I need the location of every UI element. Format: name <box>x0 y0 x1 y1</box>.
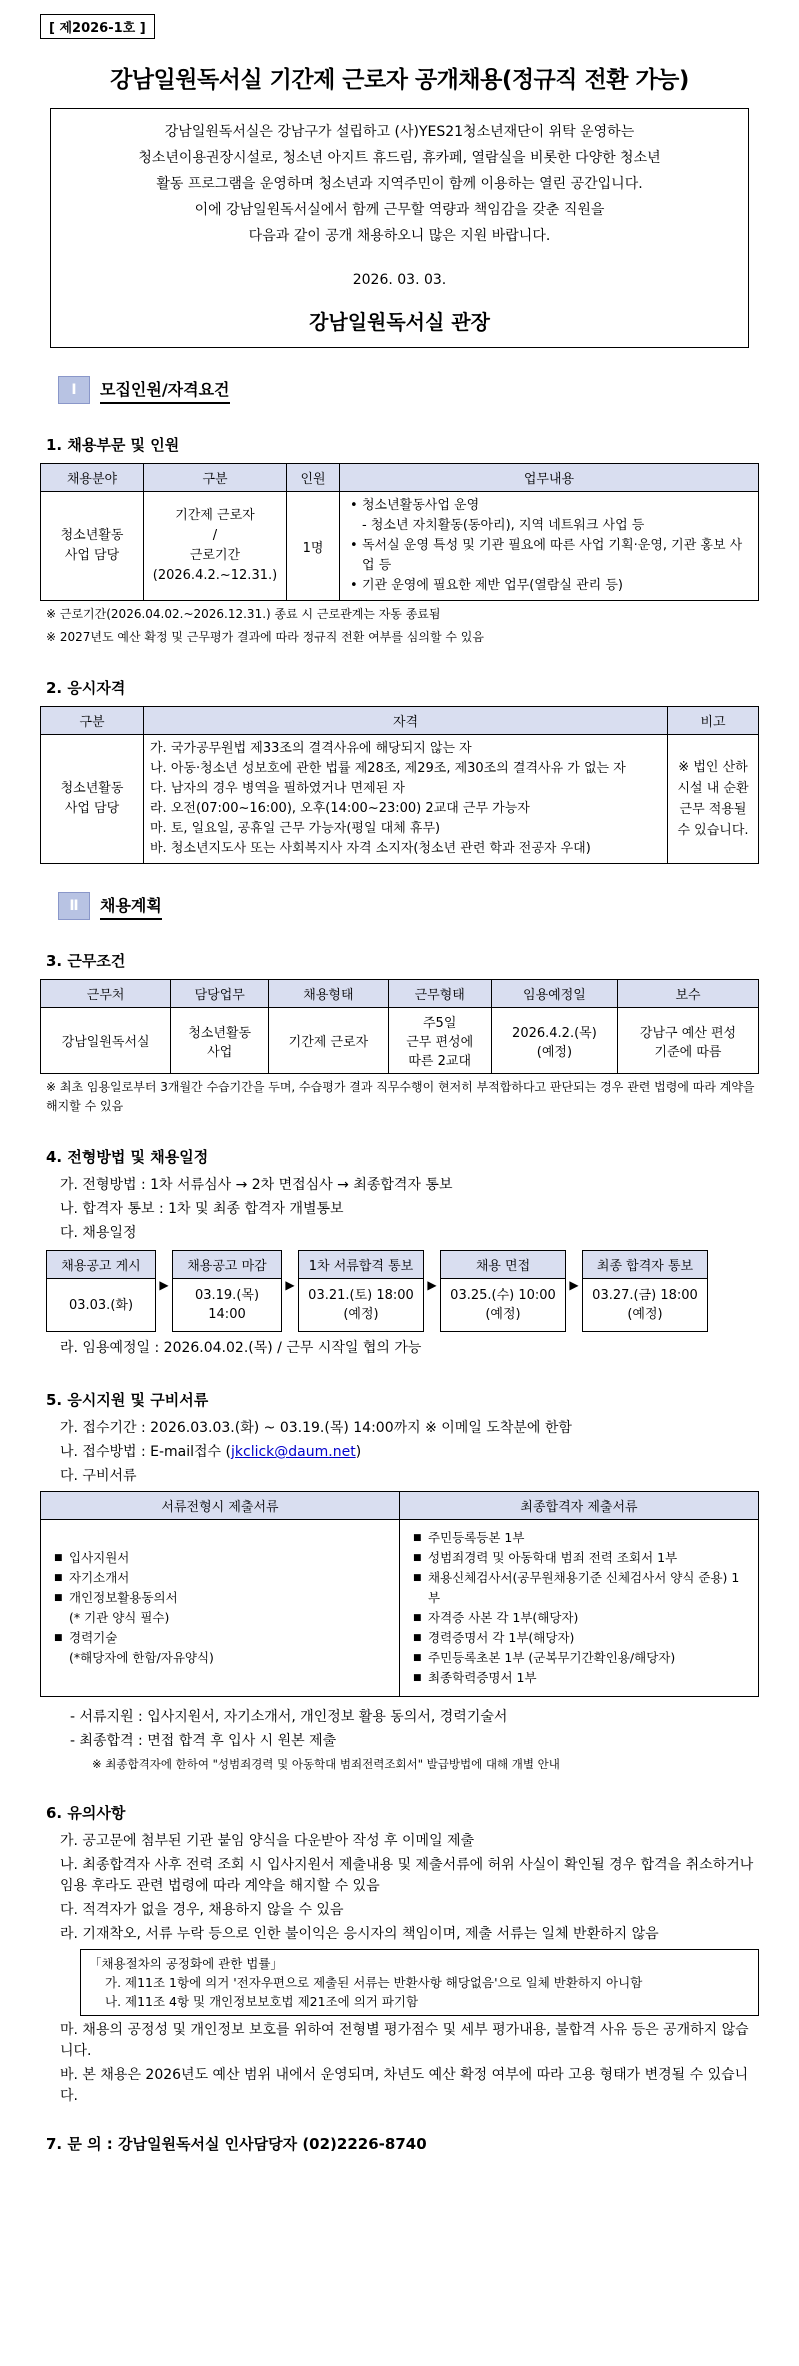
text-line: 가. 전형방법 : 1차 서류심사 → 2차 면접심사 → 최종합격자 통보 <box>60 1177 453 1193</box>
schedule-step <box>46 1250 156 1332</box>
list-item: 바. 청소년지도사 또는 사회복지사 자격 소지자(청소년 관련 학과 전공자 우대) <box>150 841 591 856</box>
notice-number: [ 제2026-1호 ] <box>40 14 155 39</box>
arrow-right-icon: ▶ <box>285 1278 295 1292</box>
text-fragment: 나. 접수방법 : E-mail접수 ( <box>60 1444 231 1460</box>
step-title: 최종 합격자 통보 <box>583 1251 707 1279</box>
list-item: ■ 경력기술 (*해당자에 한함/자유양식) <box>69 1628 389 1668</box>
table-cell: 2026.4.2.(목) (예정) <box>491 1008 617 1074</box>
schedule-step <box>582 1250 708 1332</box>
table-header: 업무내용 <box>340 464 759 492</box>
table-header: 서류전형시 제출서류 <box>41 1492 400 1520</box>
text-line: 나. 합격자 통보 : 1차 및 최종 합격자 개별통보 <box>60 1201 344 1217</box>
text-line: 다. 적격자가 없을 경우, 채용하지 않을 수 있음 <box>60 1902 344 1918</box>
table-cell: 청소년활동 사업 담당 <box>41 492 144 601</box>
table-cell: 강남일원독서실 <box>41 1008 171 1074</box>
schedule-step <box>298 1250 424 1332</box>
table-header: 최종합격자 제출서류 <box>400 1492 759 1520</box>
step-title: 채용공고 마감 <box>173 1251 281 1279</box>
intro-line: 활동 프로그램을 운영하며 청소년과 지역주민이 함께 이용하는 열린 공간입니다. <box>156 176 643 192</box>
step-date: 03.27.(금) 18:00 (예정) <box>592 1288 698 1322</box>
section-header-2 <box>58 892 759 920</box>
table-cell: 기간제 근로자 <box>269 1008 388 1074</box>
list-item: ■ 성범죄경력 및 아동학대 범죄 전력 조회서 1부 <box>428 1548 748 1568</box>
step-date: 03.25.(수) 10:00 (예정) <box>450 1288 556 1322</box>
list-item: • 기관 운영에 필요한 제반 업무(열람실 관리 등) <box>362 576 752 596</box>
qualification-table <box>40 706 759 864</box>
table-header: 담당업무 <box>171 980 269 1008</box>
intro-box <box>50 108 749 348</box>
text-line: - 최종합격 : 면접 합격 후 입사 시 원본 제출 <box>70 1733 337 1749</box>
intro-line: 청소년이용권장시설로, 청소년 아지트 휴드림, 휴카페, 열람실을 비롯한 다양한 청소년 <box>138 150 661 166</box>
list-item: 다. 남자의 경우 병역을 필하였거나 면제된 자 <box>150 781 405 796</box>
note: ※ 2027년도 예산 확정 및 근무평가 결과에 따라 정규직 전환 여부를 심의할 수 있음 <box>46 630 484 644</box>
step-date: 03.21.(토) 18:00 (예정) <box>308 1288 414 1322</box>
table-cell: 청소년활동 사업 <box>171 1008 269 1074</box>
table-cell <box>400 1520 759 1697</box>
step-date: 03.03.(화) <box>68 1297 134 1313</box>
table-cell: 강남구 예산 편성 기준에 따름 <box>618 1008 759 1074</box>
documents-table <box>40 1491 759 1697</box>
list-item: ■ 채용신체검사서(공무원채용기준 신체검사서 양식 준용) 1부 <box>428 1568 748 1608</box>
text-line: 마. 채용의 공정성 및 개인정보 보호를 위하여 전형별 평가점수 및 세부 평가내용, 불합격 사유 등은 공개하지 않습니다. <box>60 2022 749 2059</box>
table-header: 근무처 <box>41 980 171 1008</box>
law-item: 가. 제11조 1항에 의거 '전자우편으로 제출된 서류는 반환사항 해당없음'으로 일체 반환하지 아니함 <box>105 1975 643 1990</box>
position-table <box>40 463 759 601</box>
contact-line: 7. 문 의 : 강남일원독서실 인사담당자 (02)2226-8740 <box>46 2135 427 2153</box>
text-line: 가. 접수기간 : 2026.03.03.(화) ~ 03.19.(목) 14:00까지 ※ 이메일 도착분에 한함 <box>60 1420 572 1436</box>
table-cell: ※ 법인 산하시설 내 순환 근무 적용될 수 있습니다. <box>668 735 759 864</box>
law-title: 「채용절차의 공정화에 관한 법률」 <box>89 1956 283 1971</box>
table-header: 보수 <box>618 980 759 1008</box>
list-item: 나. 아동·청소년 성보호에 관한 법률 제28조, 제29조, 제30조의 결격사유 가 없는 자 <box>150 761 626 776</box>
list-item: ■ 자기소개서 <box>69 1568 389 1588</box>
table-header: 구분 <box>41 707 144 735</box>
intro-org: 강남일원독서실 관장 <box>309 310 490 334</box>
arrow-right-icon: ▶ <box>569 1278 579 1292</box>
step-title: 채용공고 게시 <box>47 1251 155 1279</box>
note: ※ 최초 임용일로부터 3개월간 수습기간을 두며, 수습평가 결과 직무수행이 현저히 부적합하다고 판단되는 경우 관련 법령에 따라 계약을 해지할 수 있음 <box>46 1080 755 1113</box>
qualifications-cell <box>144 735 668 864</box>
table-cell: 청소년활동 사업 담당 <box>41 735 144 864</box>
step-title: 채용 면접 <box>441 1251 565 1279</box>
list-item: ■ 최종학력증명서 1부 <box>428 1668 748 1688</box>
list-item: ■ 주민등록등본 1부 <box>428 1528 748 1548</box>
email-link[interactable]: jkclick@daum.net <box>231 1444 356 1460</box>
note: ※ 최종합격자에 한하여 "성범죄경력 및 아동학대 범죄전력조회서" 발급방법에 대해 개별 안내 <box>92 1757 560 1771</box>
table-header: 임용예정일 <box>491 980 617 1008</box>
table-cell: 주5일 근무 편성에 따른 2교대 <box>388 1008 491 1074</box>
step-title: 1차 서류합격 통보 <box>299 1251 423 1279</box>
table-header: 인원 <box>287 464 340 492</box>
table-header: 구분 <box>144 464 287 492</box>
list-item: ■ 입사지원서 <box>69 1548 389 1568</box>
intro-line: 강남일원독서실은 강남구가 설립하고 (사)YES21청소년재단이 위탁 운영하는 <box>164 124 635 140</box>
list-item: ■ 주민등록초본 1부 (군복무기간확인용/해당자) <box>428 1648 748 1668</box>
list-item: ■ 경력증명서 각 1부(해당자) <box>428 1628 748 1648</box>
page-title: 강남일원독서실 기간제 근로자 공개채용(정규직 전환 가능) <box>110 67 689 93</box>
intro-line: 이에 강남일원독서실에서 함께 근무할 역량과 책임감을 갖춘 직원을 <box>194 202 605 218</box>
law-item: 나. 제11조 4항 및 개인정보보호법 제21조에 의거 파기함 <box>105 1994 419 2009</box>
section-title: 모집인원/자격요건 <box>100 377 230 404</box>
text-line: 라. 임용예정일 : 2026.04.02.(목) / 근무 시작일 협의 가능 <box>60 1340 422 1356</box>
table-header: 근무형태 <box>388 980 491 1008</box>
subsection-heading: 5. 응시지원 및 구비서류 <box>46 1391 209 1409</box>
text-line <box>60 1442 759 1463</box>
note: ※ 근로기간(2026.04.02.~2026.12.31.) 종료 시 근로관계는 자동 종료됨 <box>46 607 441 621</box>
text-line: - 서류지원 : 입사지원서, 자기소개서, 개인정보 활용 동의서, 경력기술서 <box>70 1709 508 1725</box>
intro-date: 2026. 03. 03. <box>352 272 447 288</box>
arrow-right-icon: ▶ <box>427 1278 437 1292</box>
law-box <box>80 1949 759 2016</box>
conditions-table <box>40 979 759 1074</box>
table-header: 채용분야 <box>41 464 144 492</box>
section-title: 채용계획 <box>100 893 162 920</box>
duties-cell <box>340 492 759 601</box>
text-line: 바. 본 채용은 2026년도 예산 범위 내에서 운영되며, 차년도 예산 확정 여부에 따라 고용 형태가 변경될 수 있습니다. <box>60 2067 749 2104</box>
schedule-flow <box>46 1250 759 1332</box>
table-cell: 1명 <box>287 492 340 601</box>
subsection-heading: 6. 유의사항 <box>46 1804 126 1822</box>
list-item: ■ 개인정보활용동의서 (* 기관 양식 필수) <box>69 1588 389 1628</box>
list-item: 마. 토, 일요일, 공휴일 근무 가능자(평일 대체 휴무) <box>150 821 441 836</box>
section-header-1 <box>58 376 759 404</box>
schedule-step <box>172 1250 282 1332</box>
text-line: 나. 최종합격자 사후 전력 조회 시 입사지원서 제출내용 및 제출서류에 허위 사실이 확인될 경우 합격을 취소하거나 임용 후라도 관련 법령에 따라 계약을 해지할 수 있음 <box>60 1857 754 1894</box>
step-date: 03.19.(목) 14:00 <box>194 1288 260 1322</box>
list-item: ■ 자격증 사본 각 1부(해당자) <box>428 1608 748 1628</box>
section-number: Ⅰ <box>58 376 90 404</box>
section-number: Ⅱ <box>58 892 90 920</box>
text-line: 다. 채용일정 <box>60 1225 137 1241</box>
subsection-heading: 3. 근무조건 <box>46 952 126 970</box>
text-line: 라. 기재착오, 서류 누락 등으로 인한 불이익은 응시자의 책임이며, 제출 서류는 일체 반환하지 않음 <box>60 1926 659 1942</box>
text-line: 가. 공고문에 첨부된 기관 붙임 양식을 다운받아 작성 후 이메일 제출 <box>60 1833 475 1849</box>
list-item: • 독서실 운영 특성 및 기관 필요에 따른 사업 기획·운영, 기관 홍보 사업 등 <box>362 536 752 576</box>
table-header: 자격 <box>144 707 668 735</box>
schedule-step <box>440 1250 566 1332</box>
list-item: 가. 국가공무원법 제33조의 결격사유에 해당되지 않는 자 <box>150 741 472 756</box>
arrow-right-icon: ▶ <box>159 1278 169 1292</box>
text-line: 다. 구비서류 <box>60 1468 137 1484</box>
table-header: 비고 <box>668 707 759 735</box>
intro-line: 다음과 같이 공개 채용하오니 많은 지원 바랍니다. <box>248 228 551 244</box>
subsection-heading: 1. 채용부문 및 인원 <box>46 436 180 454</box>
text-fragment: ) <box>355 1444 362 1460</box>
table-header: 채용형태 <box>269 980 388 1008</box>
subsection-heading: 4. 전형방법 및 채용일정 <box>46 1148 209 1166</box>
subsection-heading: 2. 응시자격 <box>46 679 126 697</box>
list-item: - 청소년 자치활동(동아리), 지역 네트워크 사업 등 <box>362 518 645 533</box>
list-item: • 청소년활동사업 운영 <box>362 496 752 516</box>
list-item: 라. 오전(07:00~16:00), 오후(14:00~23:00) 2교대 근무 가능자 <box>150 801 530 816</box>
table-cell <box>41 1520 400 1697</box>
table-cell: 기간제 근로자 / 근로기간 (2026.4.2.~12.31.) <box>144 492 287 601</box>
